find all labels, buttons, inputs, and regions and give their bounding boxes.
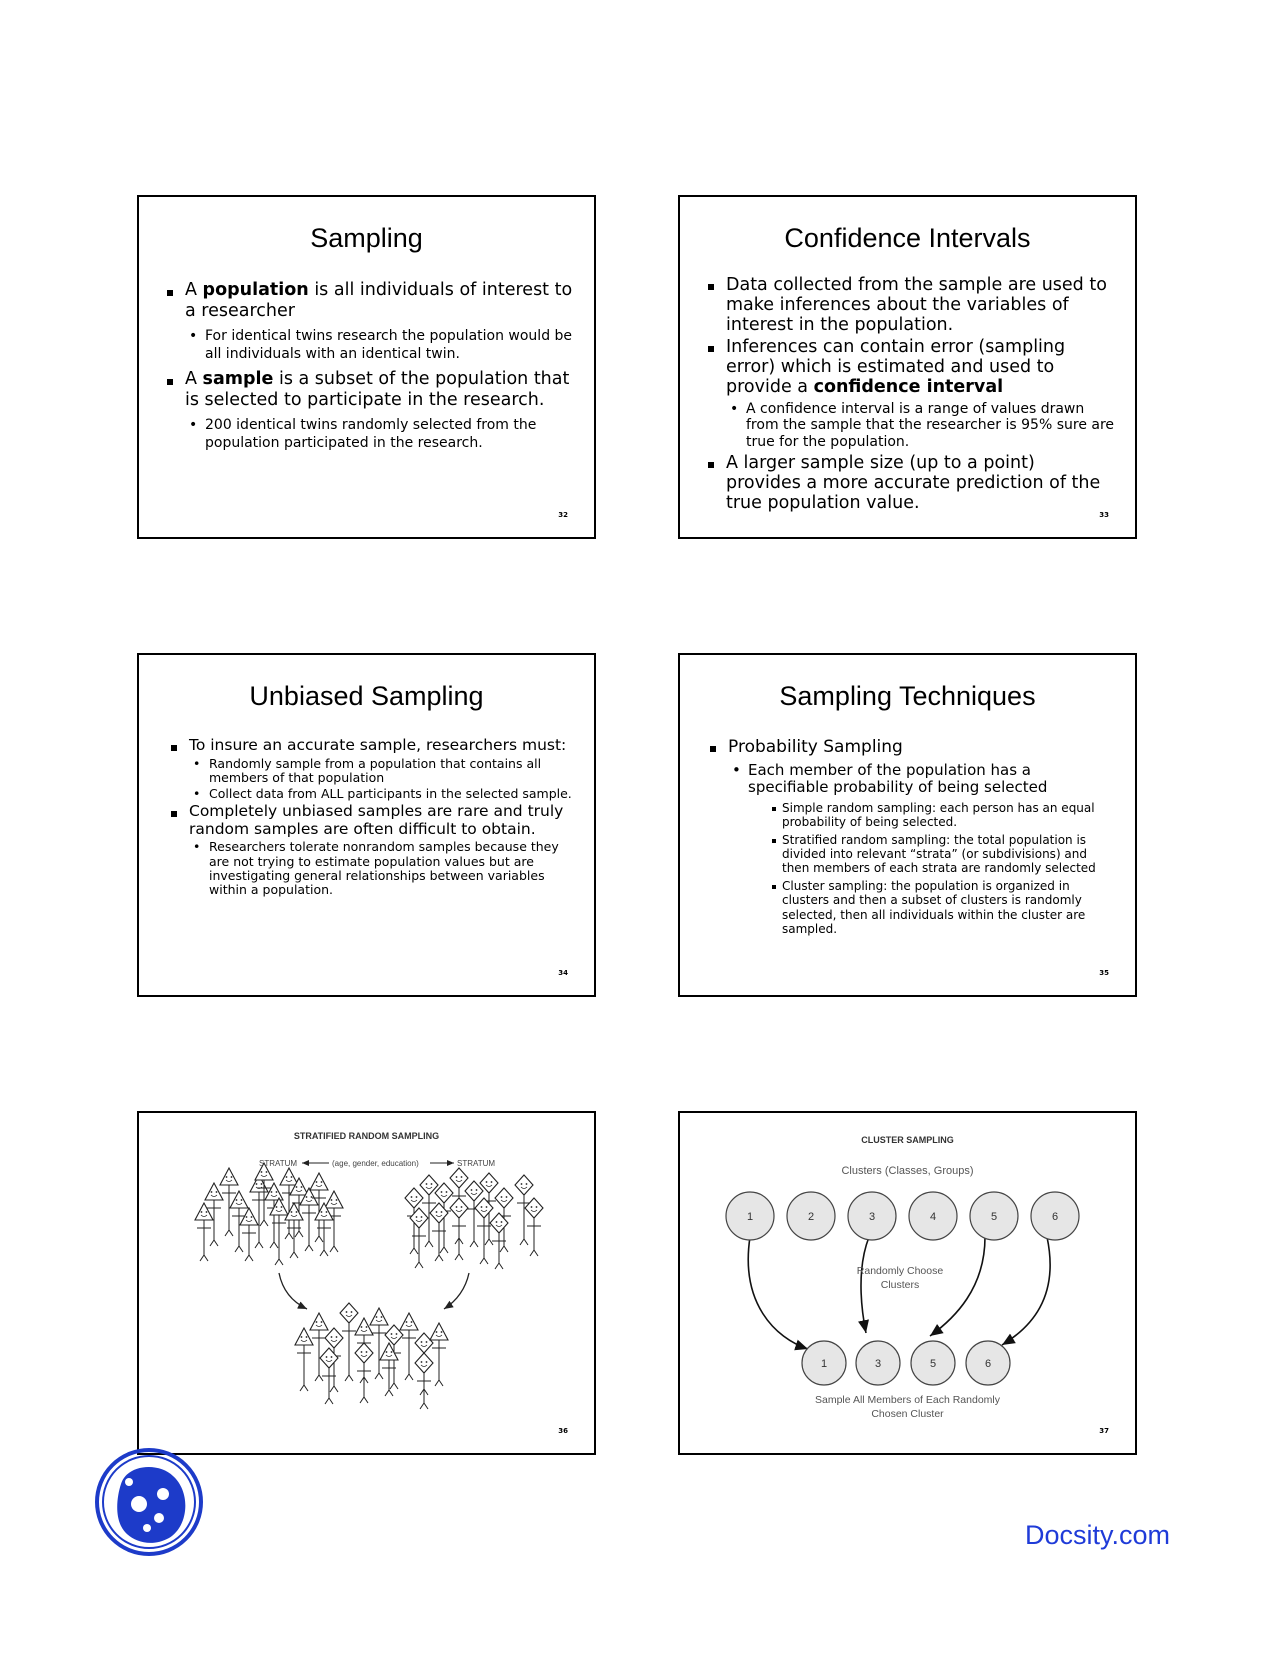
diamond-person-icon (430, 1203, 448, 1261)
cluster-circle (848, 1192, 896, 1240)
bullet-sample-size: A larger sample size (up to a point) provides a more accurate prediction of the true population value. (706, 454, 1115, 513)
sub-bullet: • Each member of the population has a specifiable probability of being selected (728, 762, 1115, 797)
slide-body (706, 276, 1115, 516)
stratum-middle-label: (age, gender, education) (332, 1159, 419, 1168)
cluster-circle (787, 1192, 835, 1240)
diamond-person-icon (355, 1343, 373, 1403)
slide-number: 35 (1099, 969, 1109, 977)
svg-text:5: 5 (929, 1358, 937, 1370)
stratum-triangles-group (195, 1163, 343, 1265)
slide-title: Sampling (310, 223, 423, 253)
triangle-person-icon (195, 1203, 213, 1261)
sample-all-label: Sample All Members of Each Randomly Chosen Cluster (815, 1394, 1000, 1421)
stratified-sample-group (295, 1303, 448, 1409)
stratum-right-label: STRATUM (457, 1159, 496, 1168)
diamond-person-icon (410, 1208, 428, 1268)
slide-number: 37 (1099, 1427, 1109, 1435)
diamond-person-icon (320, 1348, 338, 1404)
triangle-person-icon (250, 1175, 268, 1248)
bullet-inferences-data: Data collected from the sample are used to make inferences about the variables of interest in the population. (706, 276, 1115, 335)
bullet-sample: A sample is a subset of the population that is selected to participate in the research. (165, 369, 574, 412)
triangle-person-icon (285, 1203, 303, 1258)
randomly-choose-label: Randomly Choose Clusters (856, 1265, 944, 1291)
slide-number: 34 (558, 969, 568, 977)
docsity-logo-icon (93, 1446, 205, 1558)
cluster-circle (909, 1192, 957, 1240)
slide-confidence-intervals (678, 195, 1137, 539)
svg-text:6: 6 (1051, 1211, 1059, 1223)
diamond-person-icon (475, 1198, 493, 1264)
slide-title: Sampling Techniques (779, 681, 1036, 711)
slide-stratified-figure (137, 1111, 596, 1455)
svg-text:3: 3 (874, 1358, 882, 1370)
stratum-diamonds-group (405, 1168, 543, 1269)
cluster-circle (726, 1192, 774, 1240)
svg-text:4: 4 (929, 1211, 937, 1223)
triangle-person-icon (325, 1191, 343, 1252)
diamond-person-icon (340, 1303, 358, 1381)
slide-body (165, 280, 574, 458)
sub-sub-bullet: Simple random sampling: each person has an equal probability of being selected. (770, 801, 1115, 830)
diamond-person-icon (415, 1353, 433, 1409)
sub-bullet: • For identical twins research the population would be all individuals with an identical twin. (185, 327, 574, 363)
bullet-probability-sampling: Probability Sampling (708, 737, 1115, 758)
svg-text:6: 6 (984, 1358, 992, 1370)
slide-sampling-techniques (678, 653, 1137, 997)
diamond-person-icon (490, 1213, 508, 1269)
triangle-person-icon (380, 1343, 398, 1396)
svg-text:5: 5 (990, 1211, 998, 1223)
figure-title: STRATIFIED RANDOM SAMPLING (293, 1131, 440, 1141)
slide-number: 33 (1099, 511, 1109, 519)
slide-sampling (137, 195, 596, 539)
sub-bullet: • 200 identical twins randomly selected from the population participated in the research. (185, 416, 574, 452)
figure-subtitle: Clusters (Classes, Groups) (841, 1165, 974, 1177)
stratum-left-label: STRATUM (259, 1159, 298, 1168)
diamond-person-icon (525, 1198, 543, 1256)
triangle-person-icon (400, 1313, 418, 1380)
triangle-person-icon (310, 1313, 328, 1381)
slide-cluster-figure (678, 1111, 1137, 1455)
slide-title: Unbiased Sampling (249, 681, 484, 711)
sub-bullet: • Collect data from ALL participants in the selected sample. (189, 787, 574, 801)
chosen-clusters (802, 1341, 1010, 1385)
slide-title: Confidence Intervals (784, 223, 1031, 253)
bullet-error: Inferences can contain error (sampling error) which is estimated and used to provide a confidence interval (706, 338, 1115, 397)
triangle-person-icon (315, 1203, 333, 1256)
triangle-person-icon (295, 1328, 313, 1391)
triangle-person-icon (430, 1323, 448, 1386)
svg-text:2: 2 (807, 1211, 815, 1223)
bullet-population: A population is all individuals of interest to a researcher (165, 280, 574, 323)
sub-sub-bullet: Stratified random sampling: the total population is divided into relevant “strata” (or subdivisions) and then members of each strata are randomly selected (770, 833, 1115, 876)
svg-text:1: 1 (746, 1211, 754, 1223)
bullet-unbiased-rare: Completely unbiased samples are rare and truly random samples are often difficult to obtain. (169, 803, 574, 838)
sub-bullet: • Researchers tolerate nonrandom samples because they are not trying to estimate population values but are investigating general relationships between variables within a population. (189, 840, 574, 897)
diamond-person-icon (450, 1198, 468, 1260)
slide-body (708, 737, 1115, 939)
sub-sub-bullet: Cluster sampling: the population is organized in clusters and then a subset of clusters is randomly selected, then all individuals within the cluster are sampled. (770, 879, 1115, 937)
stratified-diagram (139, 1113, 594, 1453)
slide-number: 32 (558, 511, 568, 519)
sub-bullet: • Randomly sample from a population that contains all members of that population (189, 757, 574, 786)
svg-text:3: 3 (868, 1211, 876, 1223)
cluster-circle (970, 1192, 1018, 1240)
top-clusters (726, 1192, 1079, 1240)
cluster-circle (911, 1341, 955, 1385)
slide-number: 36 (558, 1427, 568, 1435)
svg-text:1: 1 (820, 1358, 828, 1370)
docsity-brand-link[interactable]: Docsity.com (1025, 1520, 1171, 1550)
cluster-circle (802, 1341, 846, 1385)
slide-body (169, 737, 574, 899)
cluster-circle (966, 1341, 1010, 1385)
sub-bullet: • A confidence interval is a range of values drawn from the sample that the researcher is 95% sure are true for the population. (726, 401, 1115, 451)
cluster-circle (856, 1341, 900, 1385)
slide-unbiased-sampling (137, 653, 596, 997)
cluster-circle (1031, 1192, 1079, 1240)
figure-title: CLUSTER SAMPLING (861, 1135, 954, 1145)
bullet-accurate-sample: To insure an accurate sample, researchers must: (169, 737, 574, 755)
